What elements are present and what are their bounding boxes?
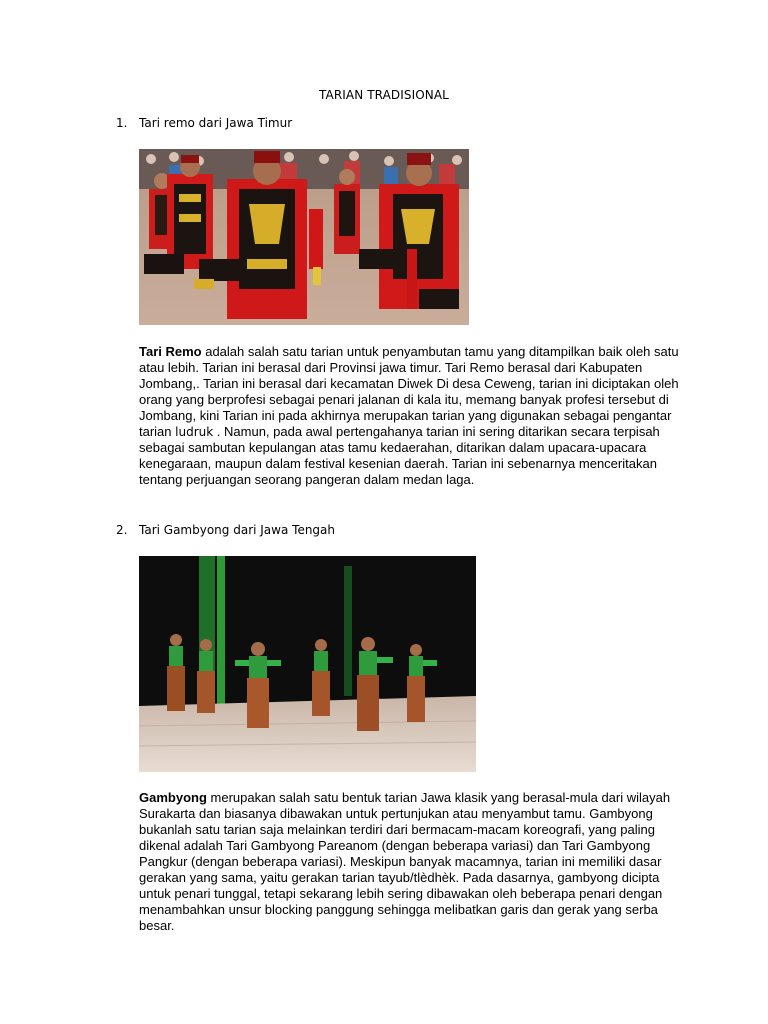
list-number: 1. [116, 116, 128, 130]
paragraph-body-cont: . Namun, pada awal pertengahanya tarian ini sering ditarikan secara terpisah sebagai sambutan kepulangan atas tamu kedaerahan, ditarikan dalam upacara-upacara kenegaraan, maupun dalam festival kesenian daerah. Tarian ini sebenarnya menceritakan tentang perjuangan seorang pangeran dalam medan laga. [139, 424, 660, 487]
section-heading-gambyong [116, 523, 335, 537]
list-number: 2. [116, 523, 128, 537]
section-heading-remo [116, 116, 292, 130]
heading-text: Tari remo dari Jawa Timur [139, 116, 293, 130]
paragraph-body: merupakan salah satu bentuk tarian Jawa klasik yang berasal-mula dari wilayah Surakarta dan biasanya dibawakan untuk pertunjukan atau menyambut tamu. Gambyong bukanlah satu tarian saja melainkan terdiri dari bermacam-macam koreografi, yang paling dikenal adalah Tari Gambyong Pareanom (dengan beberapa variasi) dan Tari Gambyong Pangkur (dengan beberapa variasi). Meskipun banyak macamnya, tarian ini memiliki dasar gerakan yang sama, yaitu gerakan tarian tayub/tlèdhèk. Pada dasarnya, gambyong dicipta untuk penari tunggal, tetapi sekarang lebih sering dibawakan oleh beberapa penari dengan menambahkan unsur blocking panggung sehingga melibatkan garis dan gerak yang serba besar. [139, 790, 671, 933]
heading-text: Tari Gambyong dari Jawa Tengah [139, 523, 336, 537]
paragraph-gambyong [139, 790, 681, 934]
paragraph-body: adalah salah satu tarian untuk penyambutan tamu yang ditampilkan baik oleh satu atau lebih. Tarian ini berasal dari Provinsi jawa timur. Tari Remo berasal dari Kabupaten Jombang,. Tarian ini berasal dari kecamatan Diwek Di desa Ceweng, tarian ini diciptakan oleh orang yang berprofesi sebagai penari jalanan di kala itu, memang banyak profesi tersebut di Jombang, kini Tarian ini pada akhirnya merupakan tarian yang digunakan sebagai pengantar tarian [139, 344, 679, 439]
document-title: TARIAN TRADISIONAL [319, 88, 449, 102]
dancers-photo-icon [139, 149, 469, 325]
photo-tari-gambyong [139, 556, 476, 772]
photo-tari-remo [139, 149, 469, 325]
dancers-photo-icon [139, 556, 476, 772]
paragraph-lead: Gambyong [139, 790, 207, 805]
paragraph-term: ludruk [175, 425, 214, 439]
paragraph-lead: Tari Remo [139, 344, 202, 359]
paragraph-remo [139, 344, 681, 488]
